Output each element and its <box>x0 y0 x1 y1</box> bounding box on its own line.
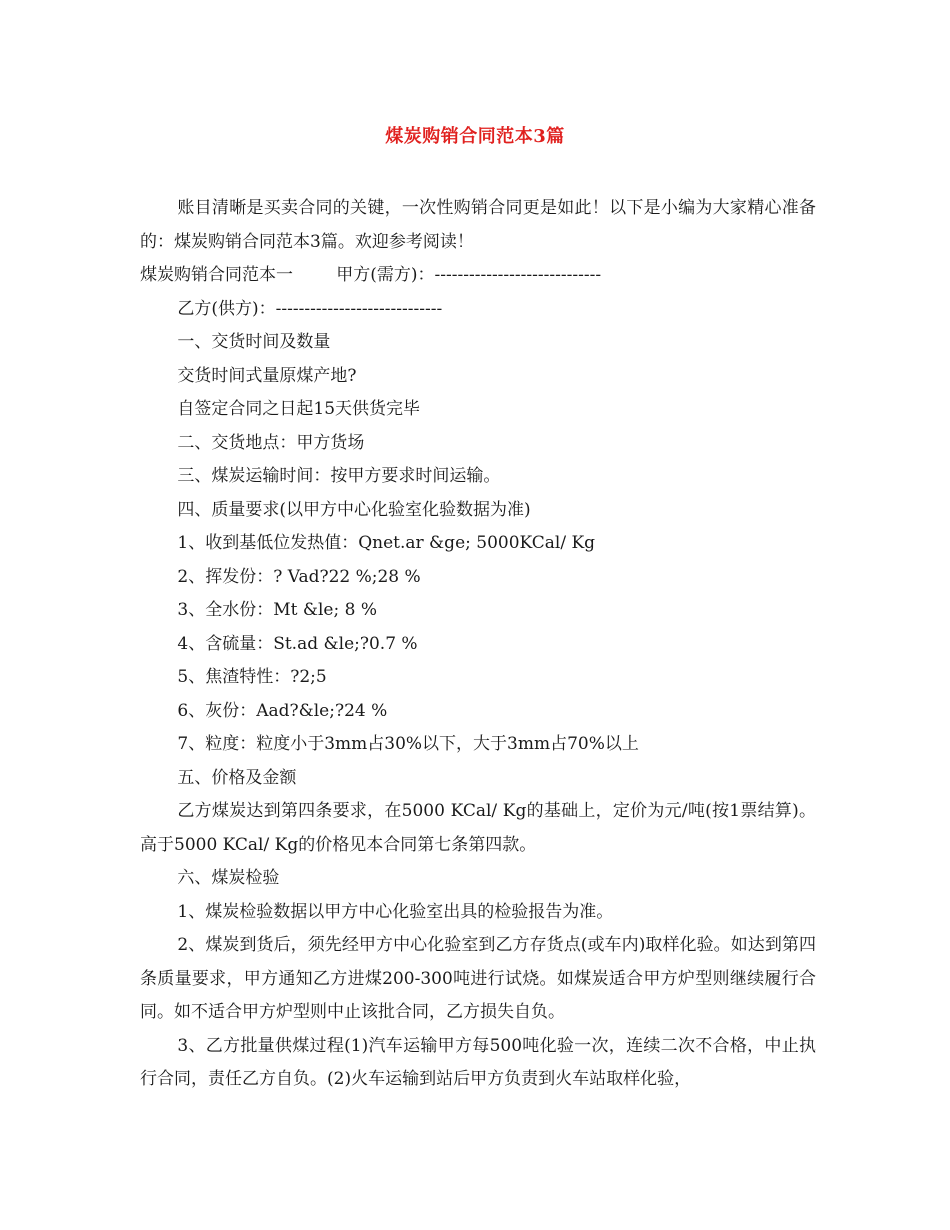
clause-paragraph: 乙方煤炭达到第四条要求，在5000 KCal/ Kg的基础上，定价为元/吨(按1票结算)。高于5000 KCal/ Kg的价格见本合同第七条第四款。 <box>140 801 816 855</box>
clause-paragraph: 7、粒度：粒度小于3mm占30%以下，大于3mm占70%以上 <box>177 734 639 754</box>
party-b-line: 乙方(供方)：----------------------------- <box>177 298 443 319</box>
clause-paragraph: 五、价格及金额 <box>177 767 297 788</box>
clause-paragraph: 交货时间式量原煤产地? <box>177 365 357 386</box>
clause-paragraph: 2、挥发份：? Vad?22 %;28 % <box>177 566 421 587</box>
clause-paragraph: 六、煤炭检验 <box>177 868 280 888</box>
clause-paragraph: 自签定合同之日起15天供货完毕 <box>177 399 421 419</box>
clause-paragraph: 1、煤炭检验数据以甲方中心化验室出具的检验报告为准。 <box>177 901 614 922</box>
intro-paragraph: 账目清晰是买卖合同的关键，一次性购销合同更是如此！以下是小编为大家精心准备的：煤炭购销合同范本3篇。欢迎参考阅读！ <box>140 198 816 252</box>
clause-paragraph: 三、煤炭运输时间：按甲方要求时间运输。 <box>177 466 501 486</box>
document-body <box>140 192 816 1097</box>
party-a-line: 甲方(需方)：----------------------------- <box>336 265 602 285</box>
clause-paragraph: 1、收到基低位发热值：Qnet.ar &ge; 5000KCal/ Kg <box>177 533 596 553</box>
section-heading-line <box>140 259 816 293</box>
clause-paragraph: 四、质量要求(以甲方中心化验室化验数据为准) <box>177 499 531 520</box>
clause-paragraph: 一、交货时间及数量 <box>177 332 331 352</box>
section-label: 煤炭购销合同范本一 <box>140 265 293 285</box>
clause-paragraph: 6、灰份：Aad?&le;?24 % <box>177 700 388 721</box>
clause-paragraph: 3、乙方批量供煤过程(1)汽车运输甲方每500吨化验一次，连续二次不合格，中止执行合同，责任乙方自负。(2)火车运输到站后甲方负责到火车站取样化验， <box>140 1035 816 1089</box>
section-gap <box>293 265 336 285</box>
document-title: 煤炭购销合同范本3篇 <box>385 126 565 147</box>
clause-paragraph: 4、含硫量：St.ad &le;?0.7 % <box>177 633 418 654</box>
clause-paragraph: 二、交货地点：甲方货场 <box>177 432 365 453</box>
clause-paragraph: 5、焦渣特性：?2;5 <box>177 667 327 687</box>
clause-paragraph: 2、煤炭到货后，须先经甲方中心化验室到乙方存货点(或车内)取样化验。如达到第四条质量要求，甲方通知乙方进煤200-300吨进行试烧。如煤炭适合甲方炉型则继续履行合同。如不适合甲方炉型则中止该批合同，乙方损失自负。 <box>140 935 816 1022</box>
clause-paragraph: 3、全水份：Mt &le; 8 % <box>177 600 377 620</box>
